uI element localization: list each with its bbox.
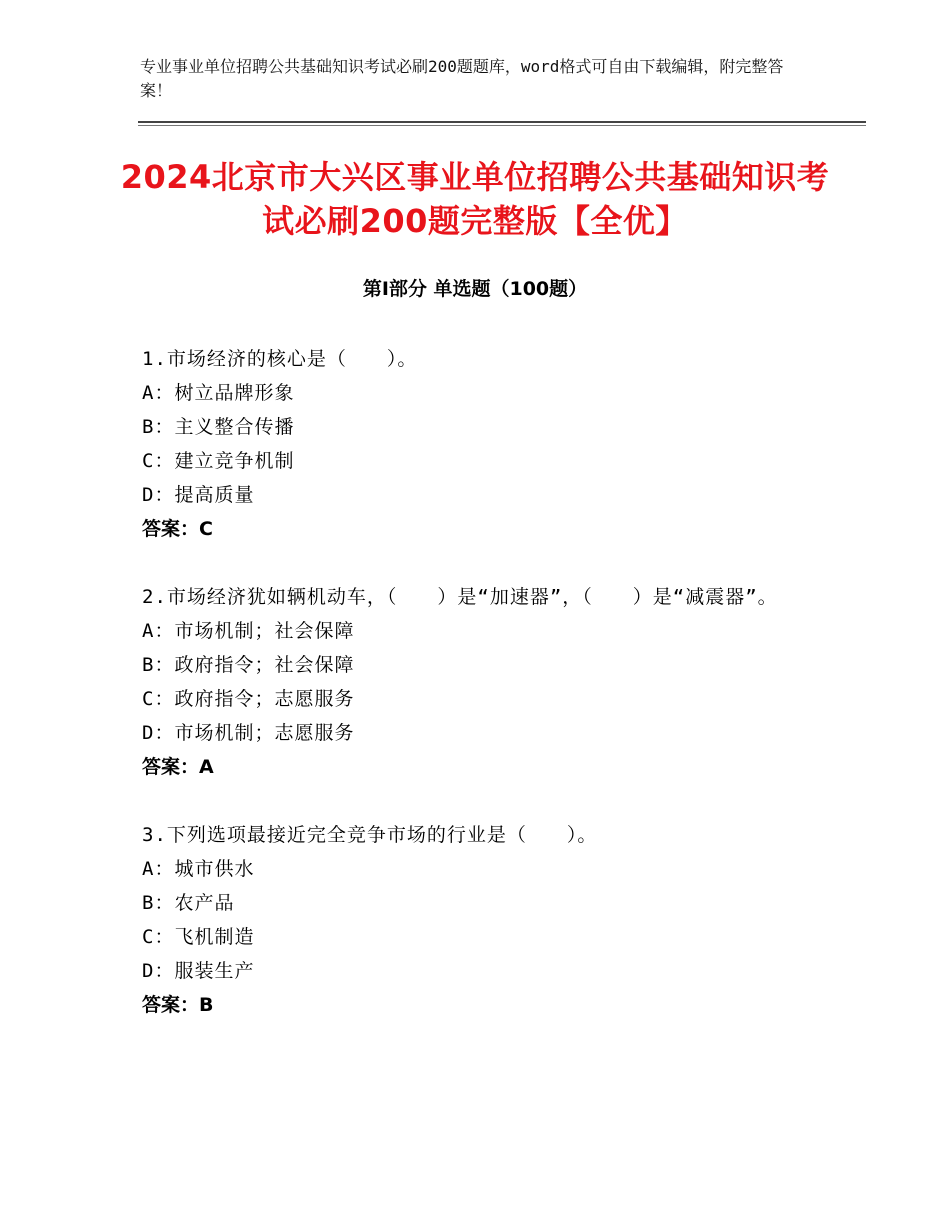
question-stem: 2.市场经济犹如辆机动车，（ ）是“加速器”，（ ）是“减震器”。	[142, 586, 778, 608]
option-b: B：主义整合传播	[142, 416, 295, 438]
document-title: 2024北京市大兴区事业单位招聘公共基础知识考试必刷200题完整版【全优】	[120, 158, 830, 240]
question-list	[142, 342, 822, 1056]
option-b: B：政府指令；社会保障	[142, 654, 355, 676]
option-a: A：市场机制；社会保障	[142, 620, 355, 642]
section-title: 第Ⅰ部分 单选题（100题）	[362, 278, 588, 300]
question-item	[142, 818, 822, 1022]
question-stem: 3.下列选项最接近完全竞争市场的行业是（ ）。	[142, 824, 598, 846]
option-a: A：树立品牌形象	[142, 382, 295, 404]
header-note: 专业事业单位招聘公共基础知识考试必刷200题题库，word格式可自由下载编辑，附完整答案！	[140, 57, 784, 100]
question-item	[142, 342, 822, 546]
option-b: B：农产品	[142, 892, 235, 914]
answer-line: 答案：C	[142, 518, 213, 540]
header-divider-thin	[138, 125, 866, 126]
option-c: C：飞机制造	[142, 926, 255, 948]
question-stem: 1.市场经济的核心是（ ）。	[142, 348, 418, 370]
answer-line: 答案：B	[142, 994, 214, 1016]
option-a: A：城市供水	[142, 858, 255, 880]
option-d: D：市场机制；志愿服务	[142, 722, 355, 744]
option-c: C：建立竞争机制	[142, 450, 295, 472]
option-d: D：提高质量	[142, 484, 255, 506]
question-item	[142, 580, 822, 784]
answer-line: 答案：A	[142, 756, 214, 778]
option-d: D：服装生产	[142, 960, 255, 982]
header-divider	[138, 121, 866, 123]
option-c: C：政府指令；志愿服务	[142, 688, 355, 710]
